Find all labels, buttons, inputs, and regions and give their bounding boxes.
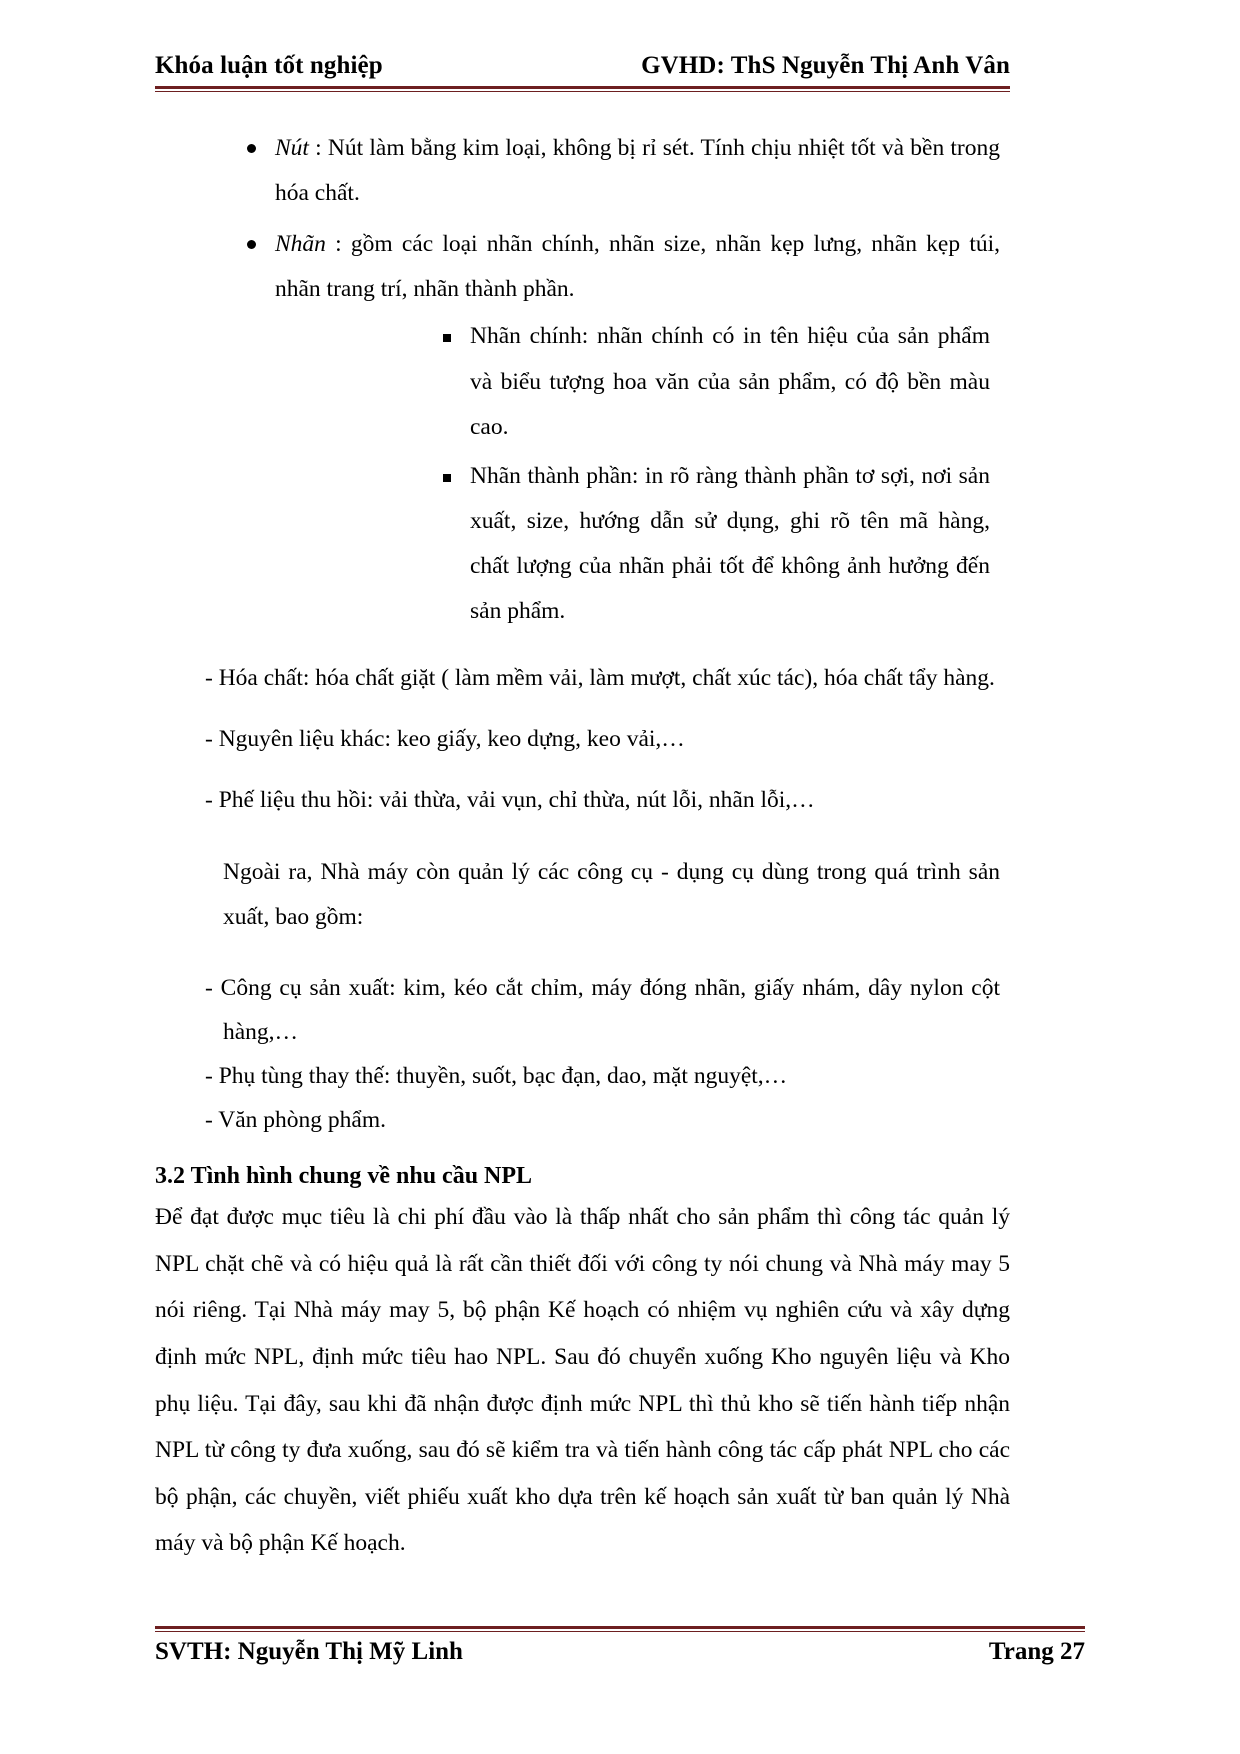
spacer — [155, 824, 1010, 850]
dash-list-tools — [155, 966, 1010, 1143]
dash-item-other-materials: - Nguyên liệu khác: keo giấy, keo dựng, keo vải,… — [205, 726, 685, 753]
bullet-term-nut: Nút — [275, 135, 309, 161]
bullet-term-nhan: Nhãn — [275, 231, 326, 258]
header-left-title: Khóa luận tốt nghiệp — [155, 52, 383, 79]
header-right-advisor: GVHD: ThS Nguyễn Thị Anh Vân — [641, 52, 1010, 79]
page-content-frame — [155, 52, 1010, 1702]
dash-item-chemicals: - Hóa chất: hóa chất giặt ( làm mềm vải, làm mượt, chất xúc tác), hóa chất tẩy hàng. — [205, 665, 995, 692]
footer-right-pagenumber: Trang 27 — [988, 1638, 1085, 1665]
dash-item-waste: - Phế liệu thu hồi: vải thừa, vải vụn, chỉ thừa, nút lỗi, nhãn lỗi,… — [205, 787, 815, 814]
header-divider — [155, 86, 1010, 92]
list-item: Nhãn thành phần: in rõ ràng thành phần tơ sợi, nơi sản xuất, size, hướng dẫn sử dụng, ghi rõ tên mã hàng, chất lượng của nhãn phải tốt để không ảnh hưởng đến sản phẩm. — [275, 454, 1000, 634]
footer-left-student: SVTH: Nguyễn Thị Mỹ Linh — [155, 1638, 463, 1665]
spacer — [155, 940, 1010, 966]
page-body — [155, 126, 1010, 1567]
dash-item-stationery: - Văn phòng phẩm. — [205, 1107, 387, 1134]
spacer — [155, 701, 1010, 717]
page-footer — [155, 1626, 1085, 1666]
bullet-separator: : — [325, 231, 351, 258]
bullet-separator: : — [308, 135, 328, 161]
dash-list-materials — [155, 656, 1010, 823]
page-header — [155, 52, 1010, 84]
list-item — [155, 222, 1010, 634]
bullet-text-nhan: gồm các loại nhãn chính, nhãn size, nhãn kẹp lưng, nhãn kẹp túi, nhãn trang trí, nhãn thành phần. — [275, 231, 1000, 303]
paragraph-tools-intro: Ngoài ra, Nhà máy còn quản lý các công cụ - dụng cụ dùng trong quá trình sản xuất, bao gồm: — [223, 858, 1000, 930]
material-bullet-list — [155, 126, 1010, 634]
bullet-text-nut: Nút làm bằng kim loại, không bị rỉ sét. Tính chịu nhiệt tốt và bền trong hóa chất. — [275, 135, 1001, 207]
section-body-paragraph: Để đạt được mục tiêu là chi phí đầu vào là thấp nhất cho sản phẩm thì công tác quản lý NPL chặt chẽ và có hiệu quả là rất cần thiết đối với công ty nói chung và Nhà máy may 5 nói riêng. Tại Nhà máy may 5, bộ phận Kế hoạch có nhiệm vụ nghiên cứu và xây dựng định mức NPL, định mức tiêu hao NPL. Sau đó chuyển xuống Kho nguyên liệu và Kho phụ liệu. Tại đây, sau khi đã nhận được định mức NPL thì thủ kho sẽ tiến hành tiếp nhận NPL từ công ty đưa xuống, sau đó sẽ kiểm tra và tiến hành công tác cấp phát NPL cho các bộ phận, các chuyền, viết phiếu xuất kho dựa trên kế hoạch sản xuất từ ban quản lý Nhà máy và bộ phận Kế hoạch. — [155, 1204, 1010, 1557]
list-item — [155, 126, 1010, 216]
dash-item-spare-parts: - Phụ tùng thay thế: thuyền, suốt, bạc đạn, dao, mặt nguyệt,… — [205, 1063, 788, 1090]
spacer — [155, 640, 1010, 656]
footer-divider — [155, 1626, 1085, 1632]
label-sub-bullet-list — [275, 314, 1000, 634]
list-item: Nhãn chính: nhãn chính có in tên hiệu của sản phẩm và biểu tượng hoa văn của sản phẩm, có độ bền màu cao. — [275, 314, 1000, 449]
spacer — [155, 1142, 1010, 1158]
dash-item-production-tools: - Công cụ sản xuất: kim, kéo cắt chỉm, máy đóng nhãn, giấy nhám, dây nylon cột hàng,… — [205, 974, 1000, 1045]
spacer — [155, 762, 1010, 778]
section-heading-3-2: 3.2 Tình hình chung về nhu cầu NPL — [155, 1163, 533, 1190]
